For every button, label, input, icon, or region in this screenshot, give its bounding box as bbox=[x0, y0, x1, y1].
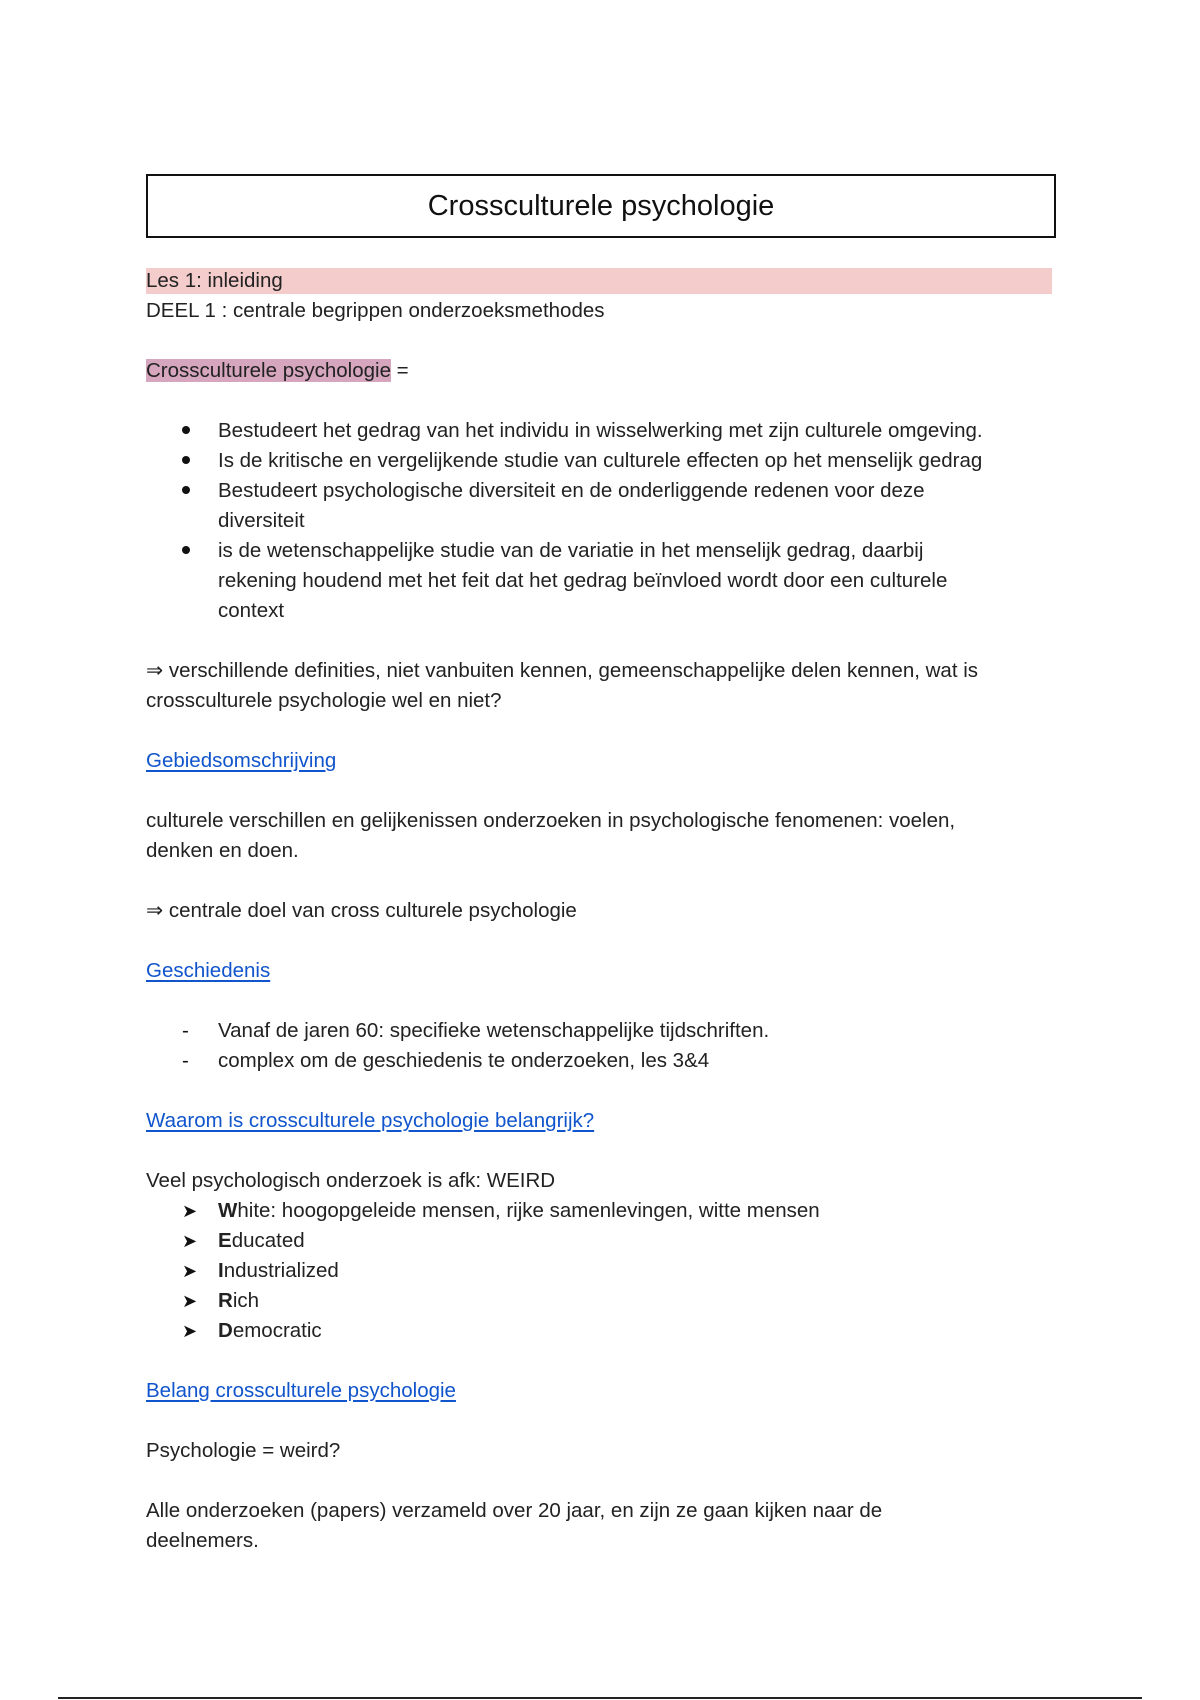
geschiedenis-list bbox=[146, 1016, 1056, 1076]
weird-list bbox=[146, 1196, 1056, 1346]
bullet-dot-icon bbox=[182, 546, 190, 554]
part-heading: DEEL 1 : centrale begrippen onderzoeksmethodes bbox=[146, 299, 605, 322]
arrow-bullet-icon: ➤ bbox=[182, 1231, 198, 1251]
bullet-dot-icon bbox=[182, 426, 190, 434]
dash-bullet-icon: - bbox=[182, 1049, 189, 1072]
belang-text-line-2: deelnemers. bbox=[146, 1529, 259, 1552]
document-title: Crossculturele psychologie bbox=[427, 190, 775, 222]
list-item: ➤ White: hoogopgeleide mensen, rijke samenlevingen, witte mensen bbox=[146, 1196, 1056, 1226]
section-heading-waarom[interactable]: Waarom is crossculturele psychologie belangrijk? bbox=[146, 1109, 595, 1132]
definition-term: Crossculturele psychologie bbox=[146, 359, 391, 382]
bullet-dot-icon bbox=[182, 456, 190, 464]
list-item: is de wetenschappelijke studie van de variatie in het menselijk gedrag, daarbij rekening houdend met het feit dat het gedrag beïnvloed wordt door een culturele context bbox=[146, 536, 1056, 626]
section-heading-gebiedsomschrijving[interactable]: Gebiedsomschrijving bbox=[146, 749, 337, 772]
arrow-bullet-icon: ➤ bbox=[182, 1321, 198, 1341]
list-item: - complex om de geschiedenis te onderzoeken, les 3&4 bbox=[146, 1046, 1056, 1076]
list-item: Bestudeert het gedrag van het individu in wisselwerking met zijn culturele omgeving. bbox=[146, 416, 1056, 446]
list-item: ➤ Industrialized bbox=[146, 1256, 1056, 1286]
belang-text-line-1: Alle onderzoeken (papers) verzameld over 20 jaar, en zijn ze gaan kijken naar de bbox=[146, 1499, 883, 1522]
lesson-banner bbox=[146, 268, 1052, 294]
list-item: ➤ Rich bbox=[146, 1286, 1056, 1316]
list-item: - Vanaf de jaren 60: specifieke wetenschappelijke tijdschriften. bbox=[146, 1016, 1056, 1046]
arrow-bullet-icon: ➤ bbox=[182, 1201, 198, 1221]
dash-bullet-icon: - bbox=[182, 1019, 189, 1042]
lesson-banner-text: Les 1: inleiding bbox=[146, 269, 283, 292]
list-item: ➤ Educated bbox=[146, 1226, 1056, 1256]
list-item: Bestudeert psychologische diversiteit en de onderliggende redenen voor deze diversiteit bbox=[146, 476, 1056, 536]
document-page bbox=[146, 174, 1056, 1556]
gebied-text-line-1: culturele verschillen en gelijkenissen onderzoeken in psychologische fenomenen: voelen, bbox=[146, 809, 956, 832]
list-item: ➤ Democratic bbox=[146, 1316, 1056, 1346]
weird-intro: Veel psychologisch onderzoek is afk: WEIRD bbox=[146, 1169, 556, 1192]
gebied-note: ⇒ centrale doel van cross culturele psychologie bbox=[146, 899, 577, 922]
definition-bullet-list bbox=[146, 416, 1056, 626]
list-item: Is de kritische en vergelijkende studie van culturele effecten op het menselijk gedrag bbox=[146, 446, 1056, 476]
belang-question: Psychologie = weird? bbox=[146, 1439, 341, 1462]
section-heading-belang[interactable]: Belang crossculturele psychologie bbox=[146, 1379, 456, 1402]
arrow-bullet-icon: ➤ bbox=[182, 1291, 198, 1311]
definition-line bbox=[146, 356, 1056, 386]
bullet-dot-icon bbox=[182, 486, 190, 494]
definitions-note-line-2: crossculturele psychologie wel en niet? bbox=[146, 689, 502, 712]
document-title-box bbox=[146, 174, 1056, 238]
section-heading-geschiedenis[interactable]: Geschiedenis bbox=[146, 959, 271, 982]
page-bottom-rule bbox=[58, 1697, 1142, 1699]
arrow-bullet-icon: ➤ bbox=[182, 1261, 198, 1281]
definition-equals: = bbox=[390, 359, 409, 382]
definitions-note-line-1: ⇒ verschillende definities, niet vanbuiten kennen, gemeenschappelijke delen kennen, wat is bbox=[146, 659, 979, 682]
gebied-text-line-2: denken en doen. bbox=[146, 839, 299, 862]
